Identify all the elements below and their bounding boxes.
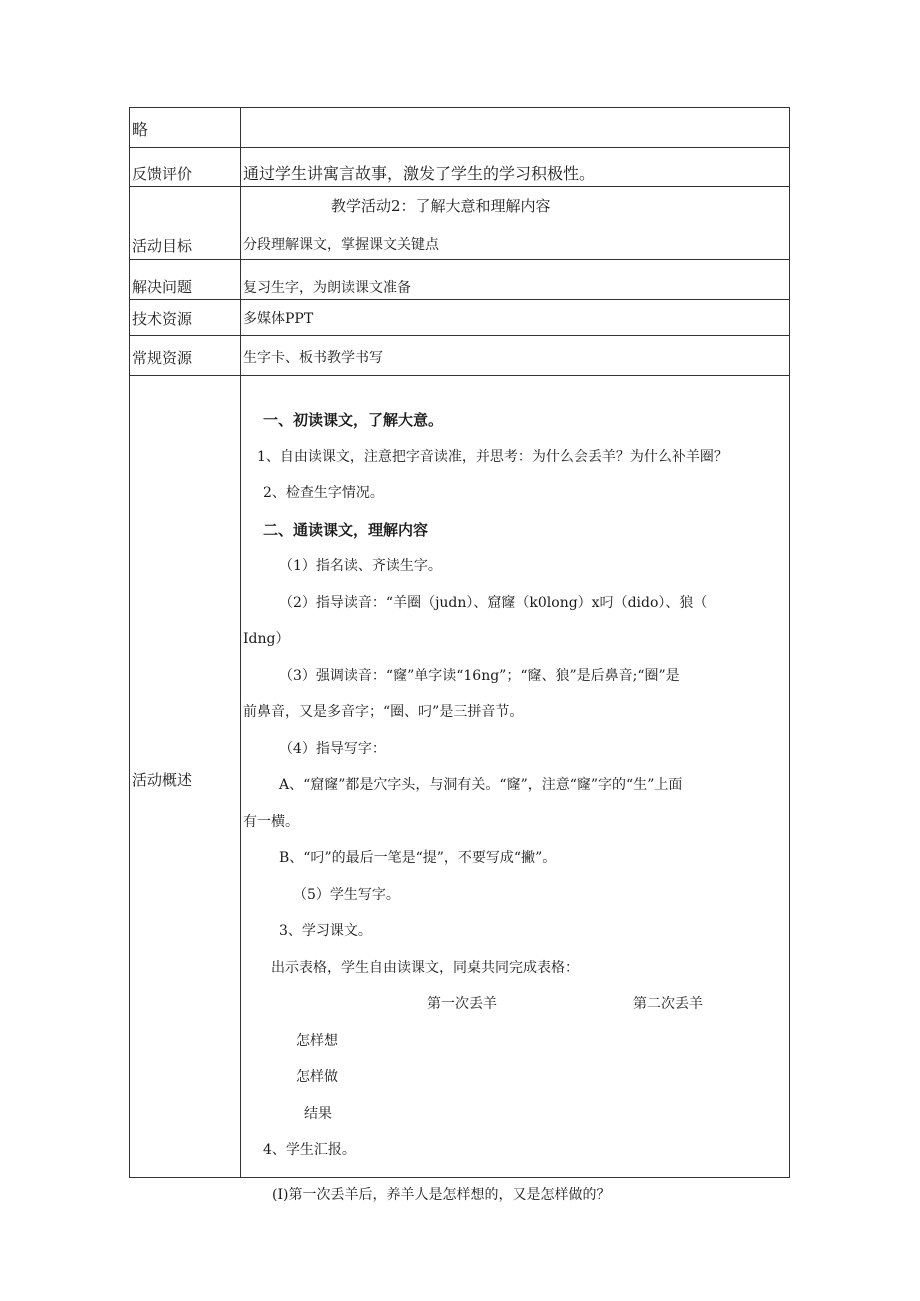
label-cell (130, 260, 241, 300)
overview-line: 出示表格，学生自由读课文，同桌共同完成表格： (271, 960, 579, 976)
label-cell (130, 376, 241, 1178)
inner-table-row-label: 怎样做 (296, 1069, 338, 1085)
overview-line: B、“叼”的最后一笔是“提”，不要写成“撇”。 (279, 850, 557, 866)
content-cell (241, 187, 790, 260)
overview-line: Idng） (243, 631, 290, 647)
row-content-feedback: 通过学生讲寓言故事，激发了学生的学习积极性。 (243, 164, 596, 183)
overview-line: （3）强调读音：“窿”单字读“16ng”；“窿、狼”是后鼻音;“圈”是 (279, 668, 680, 684)
overview-line: （1）指名读、齐读生字。 (279, 558, 442, 574)
section-heading-1: 一、初读课文，了解大意。 (263, 411, 444, 429)
overview-line: 3、学习课文。 (279, 923, 372, 939)
overview-line: 前鼻音，又是多音字；“圈、叼”是三拼音节。 (243, 704, 524, 720)
overview-line: 1、自由读课文，注意把字音读准，并思考：为什么会丢羊？为什么补羊圈？ (257, 449, 728, 465)
table-row (130, 376, 790, 1178)
row-content-problem: 复习生字，为朗读课文准备 (243, 280, 411, 296)
table-row (130, 108, 790, 148)
content-cell (241, 148, 790, 187)
row-content-tech: 多媒体PPT (243, 311, 314, 327)
row-label-lue: 略 (132, 120, 149, 139)
overview-line: 有一横。 (243, 814, 299, 830)
label-cell (130, 336, 241, 376)
table-row (130, 148, 790, 187)
label-cell (130, 148, 241, 187)
lesson-plan-table (129, 107, 790, 1178)
overview-line: 4、学生汇报。 (263, 1142, 356, 1158)
row-content-goal: 分段理解课文，掌握课文关键点 (243, 237, 439, 253)
label-cell (130, 187, 241, 260)
content-cell (241, 336, 790, 376)
row-label-goal: 活动目标 (132, 237, 193, 255)
table-row (130, 336, 790, 376)
table-row (130, 300, 790, 336)
inner-table-header: 第二次丢羊 (633, 996, 703, 1012)
overview-line: （2）指导读音：“羊圈（judn）、窟窿（k0long）x叼（dido）、狼（ (279, 595, 708, 611)
table-row (130, 260, 790, 300)
row-label-problem: 解决问题 (132, 278, 193, 296)
content-cell (241, 376, 790, 1178)
label-cell (130, 300, 241, 336)
content-cell (241, 108, 790, 148)
table-row (130, 187, 790, 260)
content-cell (241, 300, 790, 336)
section-heading-2: 二、通读课文，理解内容 (263, 521, 429, 539)
inner-table-row-label: 结果 (304, 1106, 332, 1122)
row-label-tech: 技术资源 (132, 310, 193, 328)
footer-question: (I)第一次丢羊后，养羊人是怎样想的，又是怎样做的？ (272, 1187, 611, 1203)
label-cell (130, 108, 241, 148)
overview-line: A、“窟窿”都是穴字头，与洞有关。“窿”，注意“窿”字的“生”上面 (279, 777, 683, 793)
activity-title: 教学活动2：了解大意和理解内容 (331, 197, 551, 215)
row-label-routine: 常规资源 (132, 349, 193, 367)
inner-table-row-label: 怎样想 (296, 1033, 338, 1049)
content-cell (241, 260, 790, 300)
overview-line: （4）指导写字： (279, 741, 386, 757)
inner-table-header: 第一次丢羊 (427, 996, 497, 1012)
overview-line: （5）学生写字。 (293, 887, 400, 903)
row-label-feedback: 反馈评价 (132, 165, 193, 183)
row-label-overview: 活动概述 (132, 771, 193, 789)
row-content-routine: 生字卡、板书教学书写 (243, 350, 383, 366)
overview-line: 2、检查生字情况。 (263, 485, 384, 501)
